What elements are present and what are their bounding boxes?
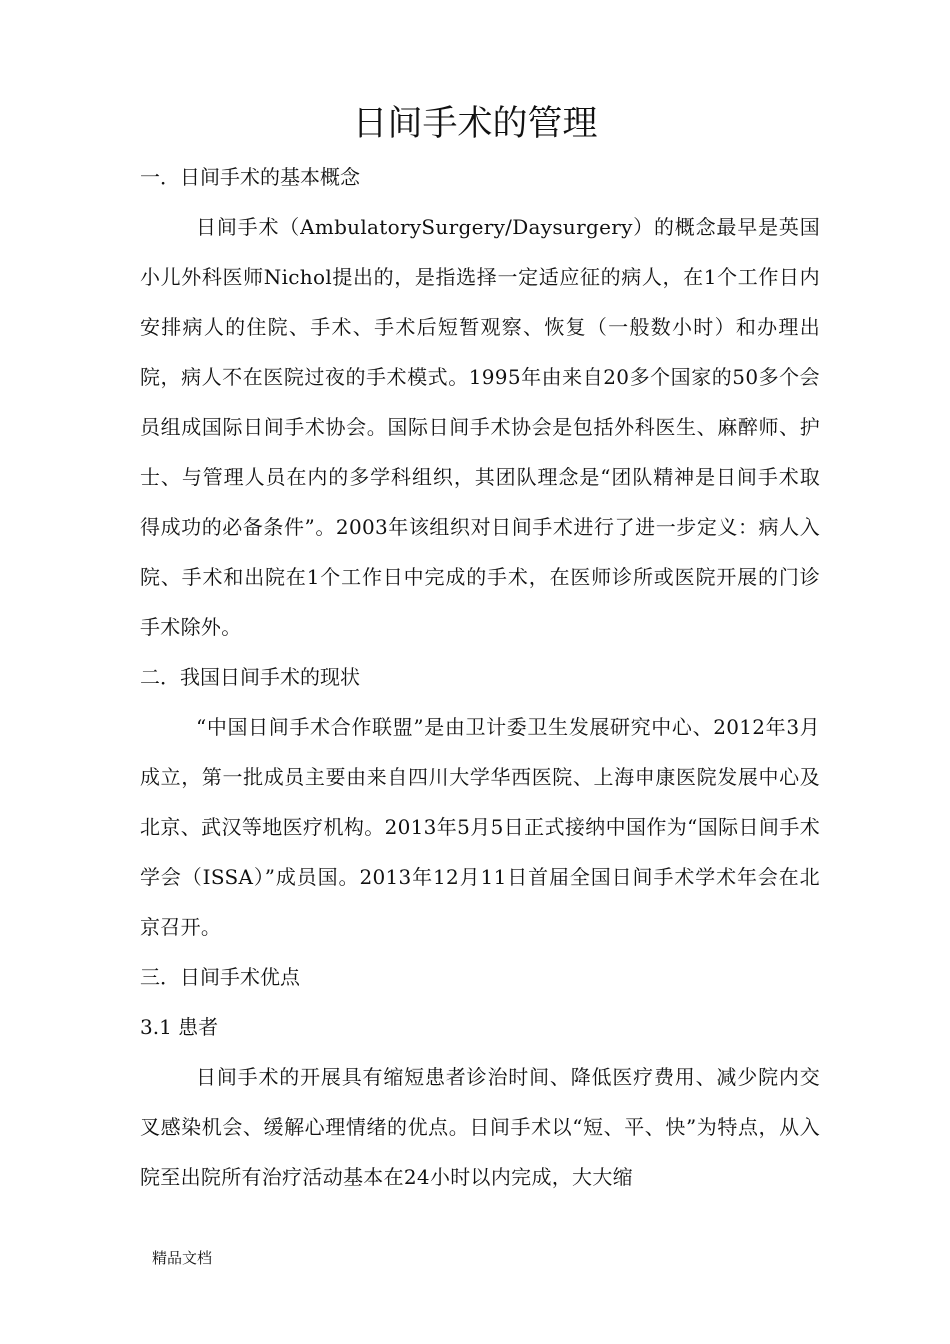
section-heading-3: 三．日间手术优点 (140, 965, 300, 989)
subsection-paragraph-3-1: 日间手术的开展具有缩短患者诊治时间、降低医疗费用、减少院内交叉感染机会、缓解心理情绪的优点。日间手术以“短、平、快”为特点，从入院至出院所有治疗活动基本在24小时以内完成，大大缩 (140, 1065, 820, 1189)
subsection-heading-3-1: 3.1 患者 (140, 1015, 219, 1039)
section-heading-1: 一．日间手术的基本概念 (140, 165, 360, 189)
section-paragraph-2: “中国日间手术合作联盟”是由卫计委卫生发展研究中心、2012年3月成立，第一批成员主要由来自四川大学华西医院、上海申康医院发展中心及北京、武汉等地医疗机构。2013年5月5日正式接纳中国作为“国际日间手术学会（ISSA）”成员国。2013年12月11日首届全国日间手术学术年会在北京召开。 (140, 715, 820, 939)
document-body (140, 156, 820, 1202)
page-title: 日间手术的管理 (352, 104, 598, 144)
footer-note: 精品文档 (152, 1249, 213, 1267)
section-paragraph-1: 日间手术（AmbulatorySurgery/Daysurgery）的概念最早是英国小儿外科医师Nichol提出的，是指选择一定适应征的病人，在1个工作日内安排病人的住院、手术、手术后短暂观察、恢复（一般数小时）和办理出院，病人不在医院过夜的手术模式。1995年由来自20多个国家的50多个会员组成国际日间手术协会。国际日间手术协会是包括外科医生、麻醉师、护士、与管理人员在内的多学科组织，其团队理念是“团队精神是日间手术取得成功的必备条件”。2003年该组织对日间手术进行了进一步定义：病人入院、手术和出院在1个工作日中完成的手术，在医师诊所或医院开展的门诊手术除外。 (140, 215, 820, 639)
section-heading-2: 二．我国日间手术的现状 (140, 665, 360, 689)
